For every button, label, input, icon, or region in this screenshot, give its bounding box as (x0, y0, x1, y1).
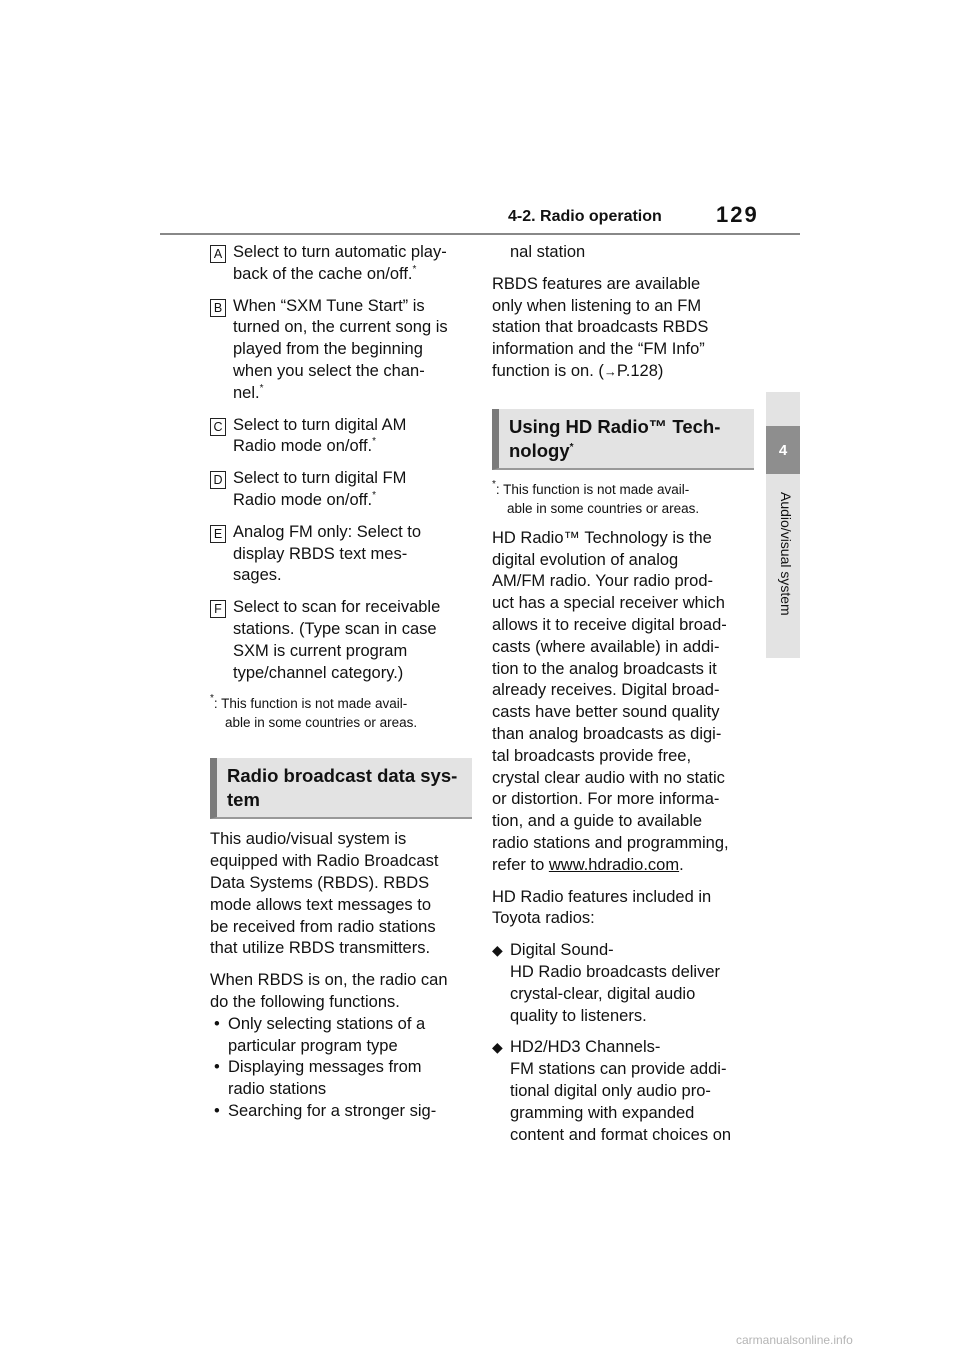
text-line: HD Radio™ Technology is the (492, 528, 712, 547)
chapter-number-tab[interactable]: 4 (766, 426, 800, 474)
item-f-line: stations. (Type scan in case (233, 619, 437, 638)
item-b-line: turned on, the current song is (233, 318, 448, 337)
text-line: be received from radio stations (210, 917, 436, 936)
item-c-line: Radio mode on/off. (233, 437, 373, 456)
text-line: Only selecting stations of a (228, 1014, 426, 1033)
item-b-line: nel. (233, 383, 260, 402)
text-line: casts have better sound quality (492, 703, 720, 722)
text-line: Data Systems (RBDS). RBDS (210, 873, 430, 892)
text-line: radio stations and programming, (492, 833, 729, 852)
text-line: FM stations can provide addi- (510, 1060, 727, 1079)
item-f-line: SXM is current program (233, 641, 408, 660)
item-a-line: back of the cache on/off. (233, 264, 413, 283)
left-column (210, 242, 472, 1123)
bullet-dot-icon: • (214, 1058, 220, 1077)
list-item-a (210, 242, 472, 286)
text-line: only when listening to an FM (492, 296, 702, 315)
footnote-line: : This function is not made avail- (495, 481, 690, 497)
bullet-dot-icon: • (214, 1014, 220, 1033)
list-item-c (210, 415, 472, 459)
footnote (210, 694, 472, 732)
text-line: particular program type (228, 1036, 398, 1055)
text-line: equipped with Radio Broadcast (210, 852, 439, 871)
diamond-bullet-icon: ◆ (492, 1039, 503, 1056)
footnote-star: * (259, 382, 264, 394)
item-e-line: sages. (233, 566, 282, 585)
rbds-heading-line: Radio broadcast data sys- (227, 765, 458, 787)
item-d-line: Select to turn digital FM (233, 469, 407, 488)
text-line: Searching for a stronger sig- (228, 1101, 437, 1120)
bullet-item (210, 1101, 472, 1123)
item-e-line: display RBDS text mes- (233, 544, 408, 563)
hd-paragraph-1 (492, 528, 754, 877)
text-line: mode allows text messages to (210, 895, 432, 914)
bullet-dot-icon: • (214, 1101, 220, 1120)
text-line: quality to listeners. (510, 1006, 647, 1025)
text-line: tional digital only audio pro- (510, 1081, 711, 1100)
right-column (492, 242, 754, 1156)
text-line: This audio/visual system is (210, 830, 407, 849)
item-c-line: Select to turn digital AM (233, 415, 407, 434)
rbds-paragraph-2 (210, 970, 472, 1123)
bullet-item (210, 1014, 472, 1058)
bullet-continuation: nal station (510, 243, 586, 261)
text-line: that utilize RBDS transmitters. (210, 939, 431, 958)
text-line: RBDS features are available (492, 274, 701, 293)
page-number: 129 (716, 202, 759, 227)
item-a-line: Select to turn automatic play- (233, 243, 447, 261)
text-line: crystal-clear, digital audio (510, 984, 696, 1003)
text-line: content and format choices on (510, 1125, 732, 1144)
footnote-star: * (210, 693, 214, 705)
list-item-f (210, 597, 472, 684)
footnote-line: able in some countries or areas. (507, 500, 700, 516)
text-line: Digital Sound- (510, 941, 614, 960)
feature-item-digital-sound (492, 940, 754, 1027)
list-item-e (210, 522, 472, 587)
text-line: radio stations (228, 1080, 327, 1099)
text-line: function is on. ( (492, 361, 604, 380)
item-b-line: when you select the chan- (233, 361, 425, 380)
feature-item-hd2-hd3 (492, 1037, 754, 1146)
list-item-b (210, 296, 472, 405)
text-line: uct has a special receiver which (492, 594, 725, 613)
text-line: tal broadcasts provide free, (492, 746, 692, 765)
hd-heading-line: nology (509, 439, 570, 461)
text-line: information and the “FM Info” (492, 340, 705, 359)
label-box-a: A (210, 245, 226, 263)
item-b-line: When “SXM Tune Start” is (233, 296, 425, 315)
section-title: 4-2. Radio operation (508, 208, 662, 225)
rbds-heading-line: tem (227, 789, 260, 811)
hd-heading-line: Using HD Radio™ Tech- (509, 415, 721, 437)
bullet-item (210, 1057, 472, 1101)
rbds-paragraph-3 (492, 274, 754, 383)
label-box-d: D (210, 471, 226, 489)
page-reference-link[interactable]: P.128) (616, 361, 664, 380)
footnote-star: * (492, 478, 496, 490)
text-line: refer to (492, 855, 549, 874)
text-line: or distortion. For more informa- (492, 790, 720, 809)
text-line: HD2/HD3 Channels- (510, 1038, 661, 1057)
text-line: gramming with expanded (510, 1103, 695, 1122)
text-line: station that broadcasts RBDS (492, 318, 709, 337)
footnote-star: * (412, 263, 417, 275)
text-line: digital evolution of analog (492, 550, 679, 569)
footnote-star: * (569, 441, 574, 453)
text-line: HD Radio broadcasts deliver (510, 962, 721, 981)
text-line: allows it to receive digital broad- (492, 615, 727, 634)
text-line: Toyota radios: (492, 909, 595, 928)
item-d-line: Radio mode on/off. (233, 490, 373, 509)
item-e-line: Analog FM only: Select to (233, 522, 422, 541)
label-box-f: F (210, 600, 226, 618)
text-line: tion, and a guide to available (492, 812, 703, 831)
hd-paragraph-2 (492, 887, 754, 931)
item-f-line: Select to scan for receivable (233, 598, 441, 617)
label-box-c: C (210, 418, 226, 436)
text-line: already receives. Digital broad- (492, 681, 720, 700)
list-item-d (210, 468, 472, 512)
hd-footnote (492, 480, 754, 518)
text-line: AM/FM radio. Your radio prod- (492, 572, 714, 591)
text-line: HD Radio features included in (492, 887, 712, 906)
hd-radio-heading (492, 409, 754, 470)
text-line: tion to the analog broadcasts it (492, 659, 717, 678)
chapter-side-label: Audio/visual system (778, 492, 794, 616)
footnote-line: able in some countries or areas. (225, 715, 418, 731)
text-line: Displaying messages from (228, 1058, 422, 1077)
text-line: crystal clear audio with no static (492, 768, 725, 787)
footnote-star: * (372, 489, 377, 501)
label-box-b: B (210, 299, 226, 317)
diamond-bullet-icon: ◆ (492, 942, 503, 959)
rbds-paragraph-1 (210, 829, 472, 960)
header-rule (160, 233, 800, 235)
rbds-heading (210, 758, 472, 819)
hdradio-website-link[interactable]: www.hdradio.com (548, 855, 680, 874)
footnote-star: * (372, 436, 377, 448)
arrow-right-icon: → (603, 363, 617, 379)
footnote-line: : This function is not made avail- (213, 696, 408, 712)
text-line: than analog broadcasts as digi- (492, 724, 722, 743)
label-box-e: E (210, 525, 226, 543)
text-line: do the following functions. (210, 992, 400, 1011)
watermark-text: carmanualsonline.info (736, 1333, 853, 1347)
text-line: . (679, 855, 684, 874)
item-f-line: type/channel category.) (233, 663, 404, 682)
text-line: When RBDS is on, the radio can (210, 971, 448, 990)
text-line: casts (where available) in addi- (492, 637, 720, 656)
item-b-line: played from the beginning (233, 340, 423, 359)
page-header (160, 200, 800, 236)
